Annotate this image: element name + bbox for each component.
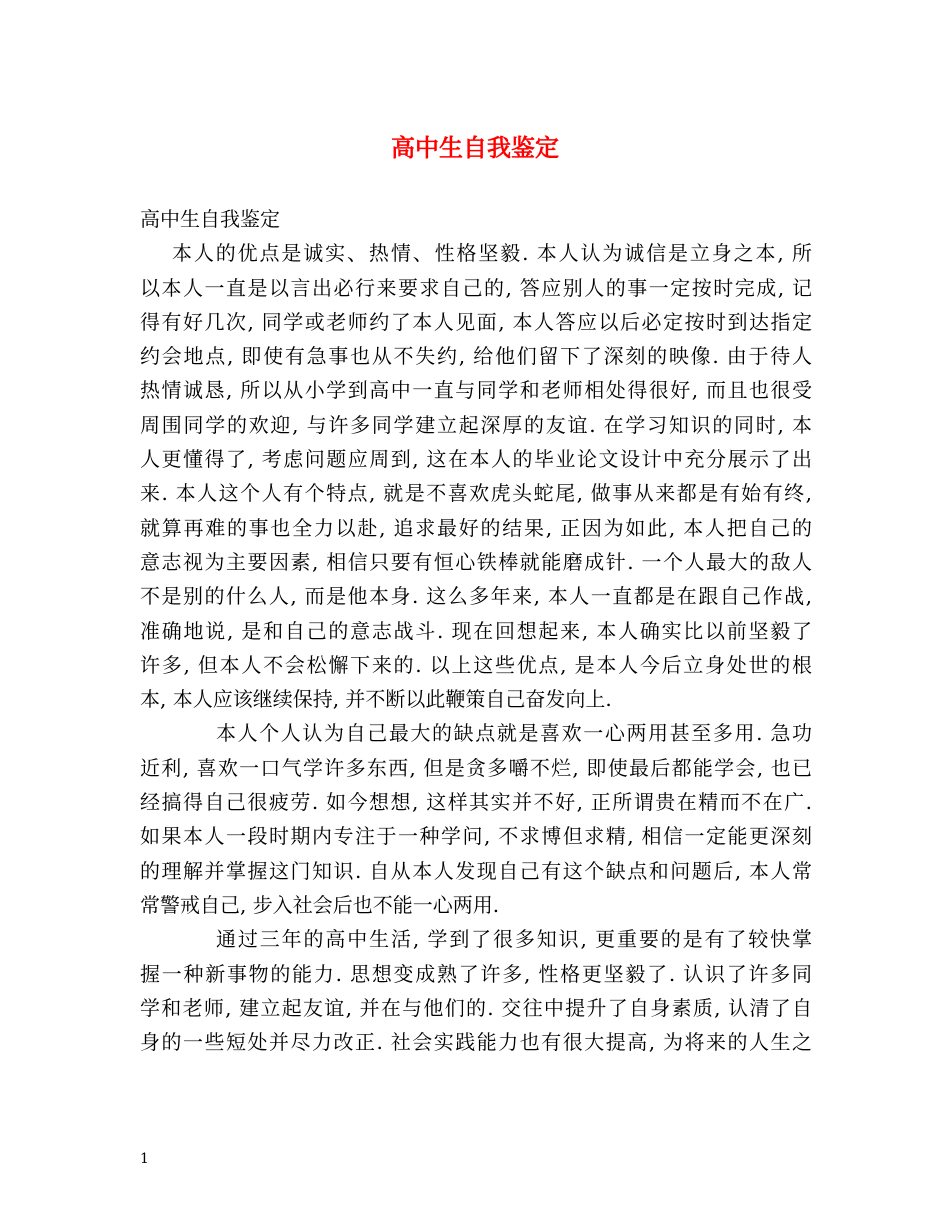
- text-line: 学和老师, 建立起友谊, 并在与他们的. 交往中提升了自身素质, 认清了自: [140, 995, 812, 1020]
- page-number: 1: [140, 1151, 149, 1167]
- text-line: 约会地点, 即使有急事也从不失约, 给他们留下了深刻的映像. 由于待人: [140, 344, 812, 369]
- text-line: 周围同学的欢迎, 与许多同学建立起深厚的友谊. 在学习知识的同时, 本: [140, 412, 812, 437]
- text-line: 近利, 喜欢一口气学许多东西, 但是贪多嚼不烂, 即使最后都能学会, 也已: [140, 755, 812, 780]
- document-title: 高中生自我鉴定: [391, 133, 559, 162]
- paragraph-strengths: [140, 236, 812, 716]
- text-line: 就算再难的事也全力以赴, 追求最好的结果, 正因为如此, 本人把自己的: [140, 515, 812, 540]
- text-line: 如果本人一段时期内专注于一种学问, 不求博但求精, 相信一定能更深刻: [140, 824, 812, 849]
- paragraph-weaknesses: [140, 716, 812, 922]
- text-line: 常警戒自己, 步入社会后也不能一心两用.: [140, 892, 500, 917]
- text-line: 本人的优点是诚实、热情、性格坚毅. 本人认为诚信是立身之本, 所: [172, 241, 812, 266]
- paragraph-summary: [140, 922, 812, 1059]
- text-line: 人更懂得了, 考虑问题应周到, 这在本人的毕业论文设计中充分展示了出: [140, 447, 812, 472]
- text-line: 得有好几次, 同学或老师约了本人见面, 本人答应以后必定按时到达指定: [140, 309, 812, 334]
- text-line: 通过三年的高中生活, 学到了很多知识, 更重要的是有了较快掌: [216, 927, 812, 952]
- document-subtitle: 高中生自我鉴定: [140, 207, 280, 231]
- text-line: 本, 本人应该继续保持, 并不断以此鞭策自己奋发向上.: [140, 687, 612, 712]
- text-line: 身的一些短处并尽力改正. 社会实践能力也有很大提高, 为将来的人生之: [140, 1030, 812, 1055]
- text-line: 本人个人认为自己最大的缺点就是喜欢一心两用甚至多用. 急功: [216, 721, 812, 746]
- text-line: 许多, 但本人不会松懈下来的. 以上这些优点, 是本人今后立身处世的根: [140, 652, 812, 677]
- text-line: 准确地说, 是和自己的意志战斗. 现在回想起来, 本人确实比以前坚毅了: [140, 618, 812, 643]
- text-line: 经搞得自己很疲劳. 如今想想, 这样其实并不好, 正所谓贵在精而不在广.: [140, 790, 812, 815]
- text-line: 握一种新事物的能力. 思想变成熟了许多, 性格更坚毅了. 认识了许多同: [140, 961, 812, 986]
- text-line: 来. 本人这个人有个特点, 就是不喜欢虎头蛇尾, 做事从来都是有始有终,: [140, 481, 812, 506]
- text-line: 热情诚恳, 所以从小学到高中一直与同学和老师相处得很好, 而且也很受: [140, 378, 812, 403]
- text-line: 以本人一直是以言出必行来要求自己的, 答应别人的事一定按时完成, 记: [140, 275, 812, 300]
- text-line: 的理解并掌握这门知识. 自从本人发现自己有这个缺点和问题后, 本人常: [140, 858, 812, 883]
- text-line: 意志视为主要因素, 相信只要有恒心铁棒就能磨成针. 一个人最大的敌人: [140, 549, 812, 574]
- text-line: 不是别的什么人, 而是他本身. 这么多年来, 本人一直都是在跟自己作战,: [140, 584, 812, 609]
- document-body: [140, 202, 812, 1059]
